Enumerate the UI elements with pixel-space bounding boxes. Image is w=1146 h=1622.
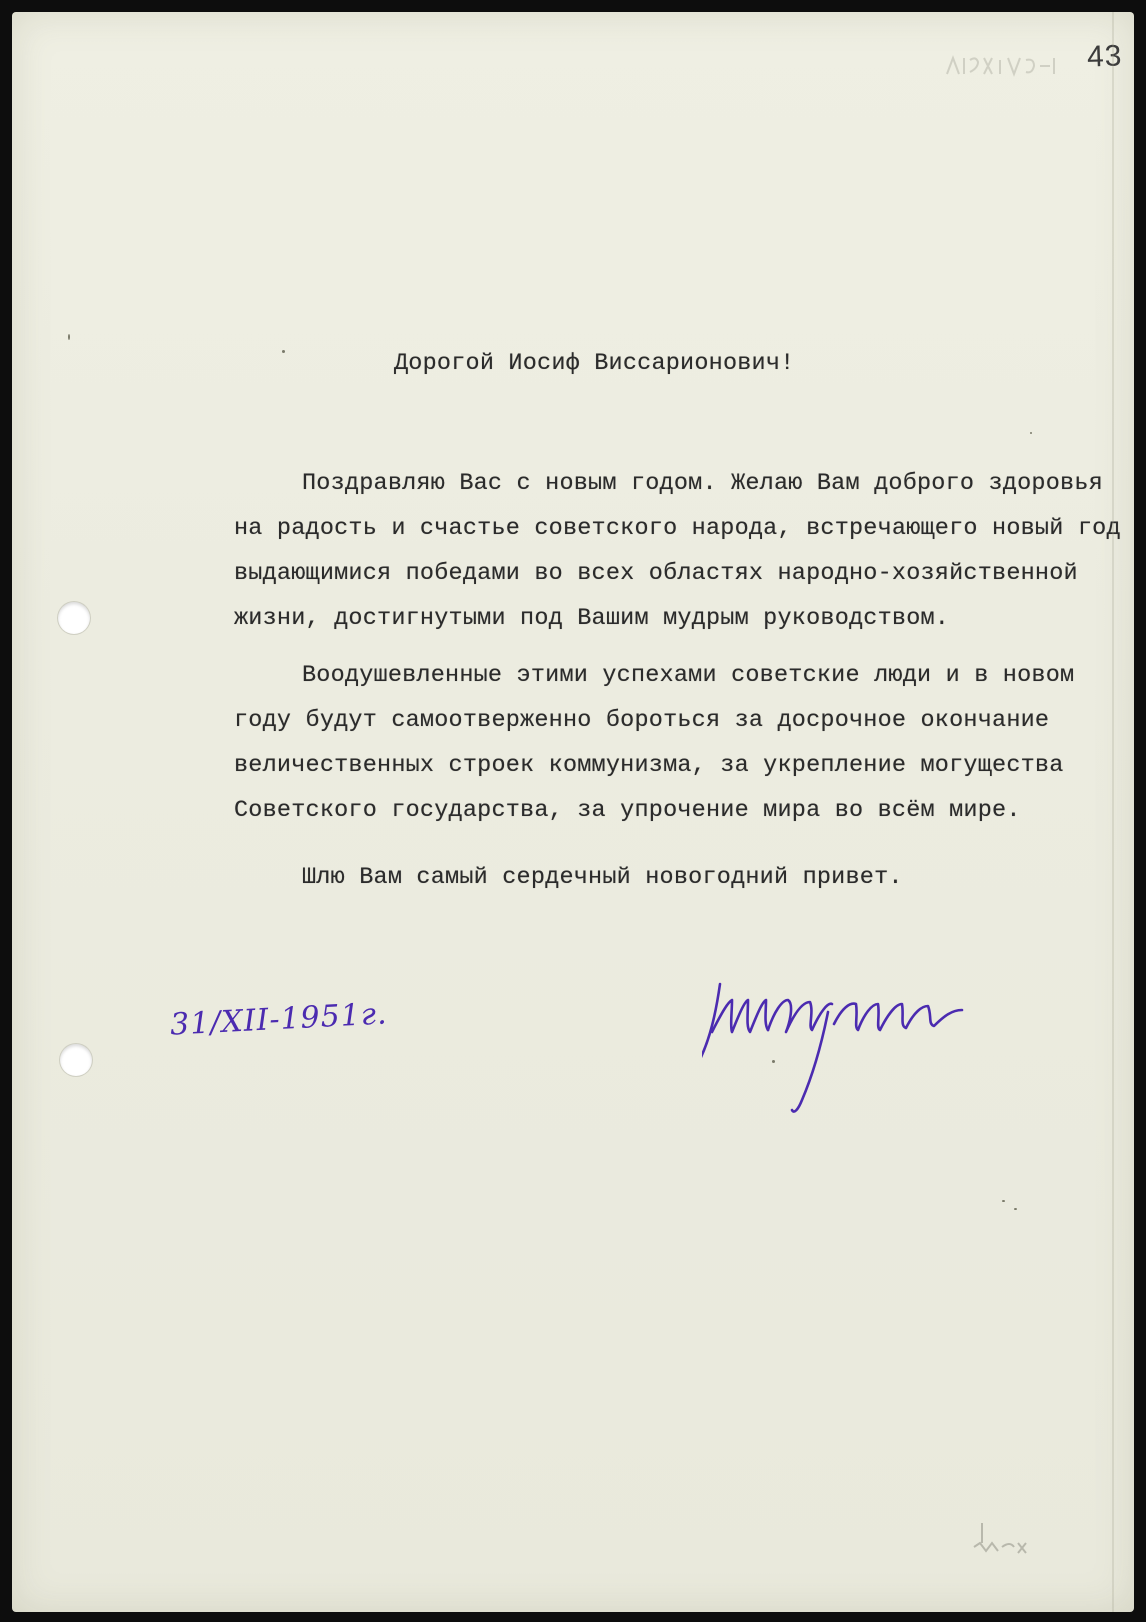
archive-pencil-mark — [962, 1517, 1042, 1577]
letter-line: Поздравляю Вас с новым годом. Желаю Вам доброго здоровья — [302, 470, 1103, 497]
punch-hole — [58, 602, 90, 634]
letter-line: жизни, достигнутыми под Вашим мудрым руководством. — [234, 605, 950, 632]
letter-sheet — [12, 12, 1134, 1612]
paper-speck — [1002, 1200, 1005, 1202]
letter-line: на радость и счастье советского народа, встречающего новый год — [234, 515, 1121, 542]
letter-line: величественных строек коммунизма, за укрепление могущества — [234, 752, 1064, 779]
handwritten-signature — [702, 972, 992, 1122]
salutation: Дорогой Иосиф Виссарионович! — [394, 350, 795, 377]
paper-speck — [68, 334, 70, 340]
paper-speck — [282, 350, 285, 353]
page-number: 43 — [1086, 39, 1123, 74]
letter-line: Воодушевленные этими успехами советские люди и в новом — [302, 662, 1075, 689]
paper-speck — [1014, 1208, 1017, 1210]
faint-archive-stamp — [942, 46, 1072, 86]
closing-line: Шлю Вам самый сердечный новогодний привет. — [302, 864, 903, 891]
letter-line: выдающимися победами во всех областях народно-хозяйственной — [234, 560, 1078, 587]
letter-line: Советского государства, за упрочение мира во всём мире. — [234, 797, 1021, 824]
paper-speck — [772, 1060, 775, 1063]
punch-hole — [60, 1044, 92, 1076]
handwritten-date: 31/XII-1951г. — [169, 996, 389, 1043]
paper-speck — [1030, 432, 1032, 434]
letter-line: году будут самоотверженно бороться за досрочное окончание — [234, 707, 1050, 734]
